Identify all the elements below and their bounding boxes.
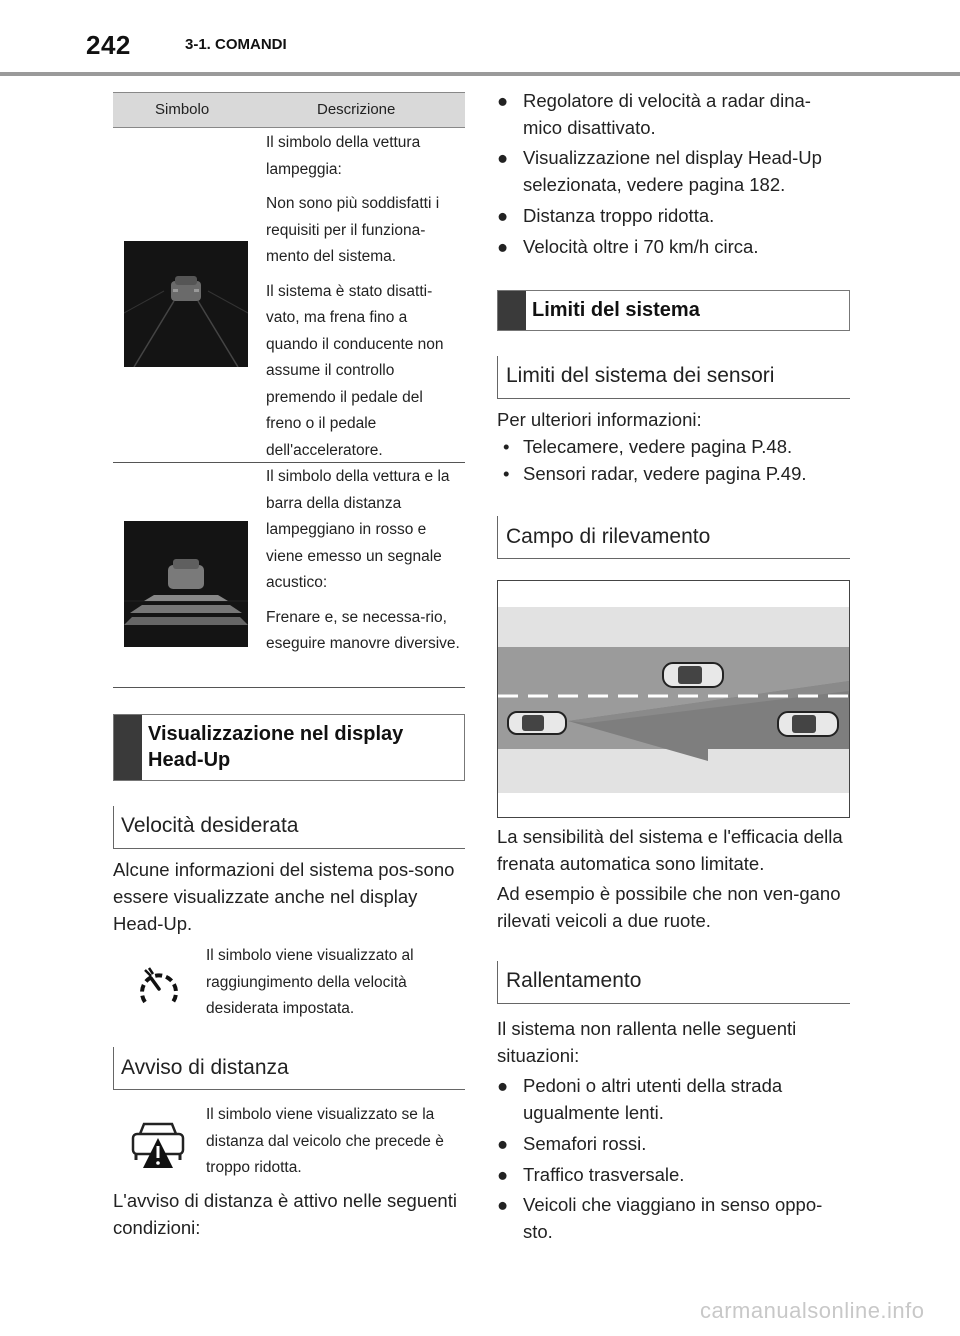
row1-line1: Il simbolo della vettura lampeggia: [266, 134, 421, 178]
icon2-description: Il simbolo viene visualizzato se la distanza dal veicolo che precede è troppo ridotta. [206, 1106, 444, 1176]
car-right-icon [778, 712, 838, 736]
speedometer-icon [136, 964, 182, 1010]
para-sensitivity: La sensibilità del sistema e l'efficacia della frenata automatica sono limitate. [497, 826, 843, 874]
row1-line3: Il sistema è stato disatti-vato, ma frena fino a quando il conducente non assume il controllo premendo il pedale del freno o il pedale dell'acceleratore. [266, 282, 444, 459]
table-header [113, 92, 465, 128]
car-blinking-symbol-image [124, 241, 248, 367]
car-ego-icon [508, 712, 566, 734]
section-head-up-display [113, 714, 465, 781]
col-symbol-header: Simbolo [155, 101, 210, 118]
detection-range-illustration [497, 580, 850, 818]
row2-line1: Il simbolo della vettura e la barra della distanza lampeggiano in rosso e viene emesso un segnale acustico: [266, 468, 450, 591]
car-rear-icon [124, 241, 248, 367]
section-title-limits: Limiti del sistema [532, 299, 700, 321]
bullet-item: ● Veicoli che viaggiano in senso oppo-sto. [497, 1191, 849, 1245]
link-cameras[interactable]: Telecamere, vedere pagina P.48. [523, 436, 793, 457]
section-system-limits [497, 290, 850, 331]
row2-line2: Frenare e, se necessa-rio, eseguire manovre diversive. [266, 608, 460, 652]
list-item [497, 460, 850, 487]
subhead-sensor-limits: Limiti del sistema dei sensori [506, 364, 775, 387]
car-warning-icon [130, 1120, 186, 1172]
row1-line2: Non sono più soddisfatti i requisiti per il funziona-mento del sistema. [266, 195, 440, 265]
subhead-tick [497, 356, 498, 399]
watermark: carmanualsonline.info [700, 1298, 925, 1323]
section-bar [114, 715, 142, 780]
para-two-wheelers: Ad esempio è possibile che non ven-gano rilevati veicoli a due ruote. [497, 883, 841, 931]
table-bottom-rule [113, 687, 465, 688]
section-title-head-up: Visualizzazione nel display Head-Up [148, 723, 404, 771]
row2-description [266, 464, 462, 666]
icon1-description: Il simbolo viene visualizzato al raggiungimento della velocità desiderata impostata. [206, 947, 414, 1017]
subhead-rule [497, 558, 850, 559]
car-distance-bar-icon [124, 521, 248, 647]
bullet-icon: ● [497, 1194, 509, 1215]
table-row-divider [113, 462, 465, 463]
subhead-desired-speed: Velocità desiderata [121, 814, 299, 837]
bullet-icon: ● [497, 1075, 509, 1096]
bullet-item: ● Velocità oltre i 70 km/h circa. [497, 233, 849, 260]
subhead-rule [497, 1003, 850, 1004]
chapter-title: 3-1. COMANDI [185, 36, 287, 53]
road-detection-diagram [498, 581, 849, 817]
subhead-tick [113, 1047, 114, 1090]
subhead-rule [113, 1089, 465, 1090]
bullet-item: ● Pedoni o altri utenti della strada ugualmente lenti. [497, 1072, 849, 1126]
section-bar [498, 291, 526, 330]
car-ahead-icon [663, 663, 723, 687]
para-no-slowdown: Il sistema non rallenta nelle seguenti situazioni: [497, 1018, 797, 1066]
bullet-icon: ● [497, 205, 509, 226]
bullet-item: ● Distanza troppo ridotta. [497, 202, 849, 229]
bullet-item: ● Traffico trasversale. [497, 1161, 849, 1188]
para-more-info: Per ulteriori informazioni: [497, 409, 702, 430]
subhead-rule [497, 398, 850, 399]
bullet-icon: ● [497, 1133, 509, 1154]
bullet-icon: ● [497, 90, 509, 111]
bullet-item: ● Semafori rossi. [497, 1130, 849, 1157]
subhead-rule [113, 848, 465, 849]
bullet-icon: ● [497, 147, 509, 168]
bullet-icon: ● [497, 236, 509, 257]
subhead-detection-range: Campo di rilevamento [506, 525, 711, 548]
para-distance-warning-conditions: L'avviso di distanza è attivo nelle seguenti condizioni: [113, 1190, 457, 1238]
car-distance-warning-image [124, 521, 248, 647]
row1-description [266, 130, 462, 472]
para-head-up-info: Alcune informazioni del sistema pos-sono essere visualizzate anche nel display Head-Up. [113, 859, 455, 934]
bullet-item: ● Regolatore di velocità a radar dina-mico disattivato. [497, 87, 849, 141]
bullet-icon: ● [497, 1164, 509, 1185]
list-dot: • [503, 463, 510, 484]
list-dot: • [503, 436, 510, 457]
subhead-tick [497, 516, 498, 559]
page-number: 242 [86, 30, 131, 60]
bullet-item: ● Visualizzazione nel display Head-Up selezionata, vedere pagina 182. [497, 144, 849, 198]
subhead-tick [497, 961, 498, 1004]
link-radar-sensors[interactable]: Sensori radar, vedere pagina P.49. [523, 463, 807, 484]
subhead-tick [113, 806, 114, 849]
subhead-distance-warning: Avviso di distanza [121, 1056, 289, 1079]
subhead-slowdown: Rallentamento [506, 969, 642, 992]
list-item [497, 433, 850, 460]
col-description-header: Descrizione [317, 101, 396, 118]
header-rule [0, 72, 960, 76]
